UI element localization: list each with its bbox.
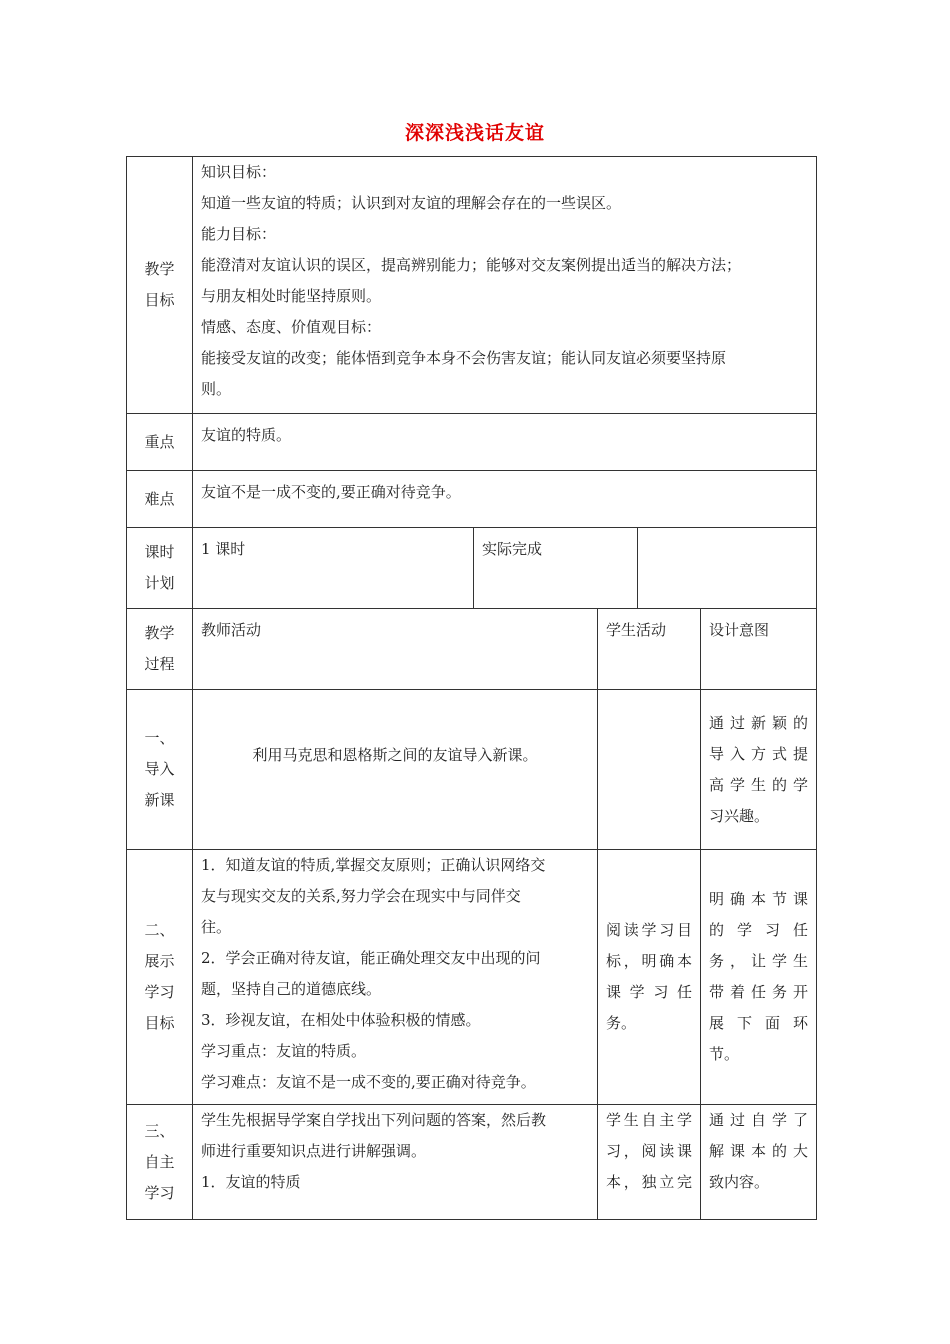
schedule-hours: 1 课时	[193, 528, 474, 609]
teacher-line: 1．友谊的特质	[201, 1173, 301, 1191]
label-line: 目标	[144, 1014, 175, 1032]
label-line: 课时	[144, 543, 175, 561]
step-2-student	[598, 850, 701, 1105]
header-design-intent: 设计意图	[701, 609, 817, 690]
label-line: 过程	[144, 655, 175, 673]
label-line: 目标	[144, 291, 175, 309]
label-line: 教学	[144, 624, 175, 642]
student-line: 课学习任	[606, 983, 692, 1001]
label-process	[127, 609, 193, 690]
label-line: 教学	[144, 260, 175, 278]
label-step-3	[127, 1105, 193, 1220]
teacher-line: 学习重点：友谊的特质。	[201, 1042, 367, 1060]
schedule-actual-value	[638, 528, 817, 609]
header-student-activity: 学生活动	[598, 609, 701, 690]
goal-line: 则。	[201, 380, 232, 398]
teacher-line: 往。	[201, 918, 232, 936]
teacher-line: 师进行重要知识点进行讲解强调。	[201, 1142, 427, 1160]
teacher-line: 利用马克思和恩格斯之间的友谊导入新课。	[252, 746, 538, 764]
step-3-design	[701, 1105, 817, 1220]
label-line: 学习	[144, 1183, 175, 1202]
row-schedule	[127, 528, 817, 609]
label-step-2	[127, 850, 193, 1105]
design-line: 解课本的大	[709, 1142, 809, 1160]
student-line: 标，明确本	[606, 952, 692, 970]
row-goals	[127, 157, 817, 414]
student-line: 务。	[606, 1014, 637, 1032]
difficulty-text: 友谊不是一成不变的,要正确对待竞争。	[193, 471, 817, 528]
design-line: 展下面环	[709, 1014, 809, 1032]
label-line: 导入	[144, 760, 175, 778]
step-2-teacher	[193, 850, 598, 1105]
label-line: 展示	[144, 952, 175, 970]
design-line: 节。	[709, 1045, 740, 1063]
design-line: 致内容。	[709, 1173, 770, 1191]
goal-line: 能接受友谊的改变；能体悟到竞争本身不会伤害友谊；能认同友谊必须要坚持原	[201, 349, 727, 367]
step-1-student	[598, 690, 701, 850]
label-line: 二、	[144, 921, 175, 939]
row-step-3	[127, 1105, 817, 1220]
teacher-line: 学生先根据导学案自学找出下列问题的答案，然后教	[201, 1111, 547, 1129]
label-step-1	[127, 690, 193, 850]
label-goals	[127, 157, 193, 414]
step-1-teacher	[193, 690, 598, 850]
teacher-line: 题，坚持自己的道德底线。	[201, 980, 382, 998]
row-difficulty	[127, 471, 817, 528]
label-line: 一、	[144, 729, 175, 747]
design-line: 明确本节课	[709, 890, 809, 908]
label-key-point: 重点	[127, 414, 193, 471]
design-line: 的学习任	[709, 921, 809, 939]
teacher-line: 1．知道友谊的特质,掌握交友原则；正确认识网络交	[201, 856, 546, 874]
student-line: 习，阅读课	[606, 1142, 692, 1160]
teacher-line: 3．珍视友谊，在相处中体验积极的情感。	[201, 1011, 481, 1029]
goal-line: 能澄清对友谊认识的误区，提高辨别能力；能够对交友案例提出适当的解决方法；	[201, 256, 742, 274]
step-2-design	[701, 850, 817, 1105]
label-line: 自主	[144, 1152, 175, 1171]
header-teacher-activity: 教师活动	[193, 609, 598, 690]
design-line: 通过新颖的	[709, 713, 809, 732]
label-line: 三、	[144, 1121, 175, 1140]
design-line: 带着任务开	[709, 983, 809, 1001]
design-line: 习兴趣。	[709, 806, 770, 825]
design-line: 务，让学生	[709, 952, 809, 970]
goals-content	[193, 157, 817, 414]
step-1-design	[701, 690, 817, 850]
label-line: 学习	[144, 983, 175, 1001]
design-line: 高学生的学	[709, 775, 809, 794]
row-step-1	[127, 690, 817, 850]
step-3-student	[598, 1105, 701, 1220]
teacher-line: 学习难点：友谊不是一成不变的,要正确对待竞争。	[201, 1073, 536, 1091]
design-line: 通过自学了	[709, 1111, 809, 1129]
design-line: 导入方式提	[709, 744, 809, 763]
teacher-line: 2．学会正确对待友谊，能正确处理交友中出现的问	[201, 949, 541, 967]
row-step-2	[127, 850, 817, 1105]
schedule-actual-label: 实际完成	[474, 528, 638, 609]
step-3-teacher	[193, 1105, 598, 1220]
label-line: 新课	[144, 791, 175, 809]
student-line: 本，独立完	[606, 1173, 692, 1191]
label-schedule	[127, 528, 193, 609]
student-line: 阅读学习目	[606, 921, 692, 939]
goal-line: 能力目标：	[201, 225, 277, 243]
document-title: 深深浅浅话友谊	[404, 122, 545, 144]
label-difficulty: 难点	[127, 471, 193, 528]
student-line: 学生自主学	[606, 1111, 692, 1129]
label-line: 计划	[144, 574, 175, 592]
lesson-plan-table	[126, 156, 817, 1220]
row-key-point	[127, 414, 817, 471]
goal-line: 与朋友相处时能坚持原则。	[201, 287, 382, 305]
key-point-text: 友谊的特质。	[193, 414, 817, 471]
row-process-header	[127, 609, 817, 690]
goal-line: 知识目标：	[201, 163, 277, 181]
teacher-line: 友与现实交友的关系,努力学会在现实中与同伴交	[201, 887, 521, 905]
goal-line: 情感、态度、价值观目标：	[201, 318, 382, 336]
goal-line: 知道一些友谊的特质；认识到对友谊的理解会存在的一些误区。	[201, 194, 622, 212]
